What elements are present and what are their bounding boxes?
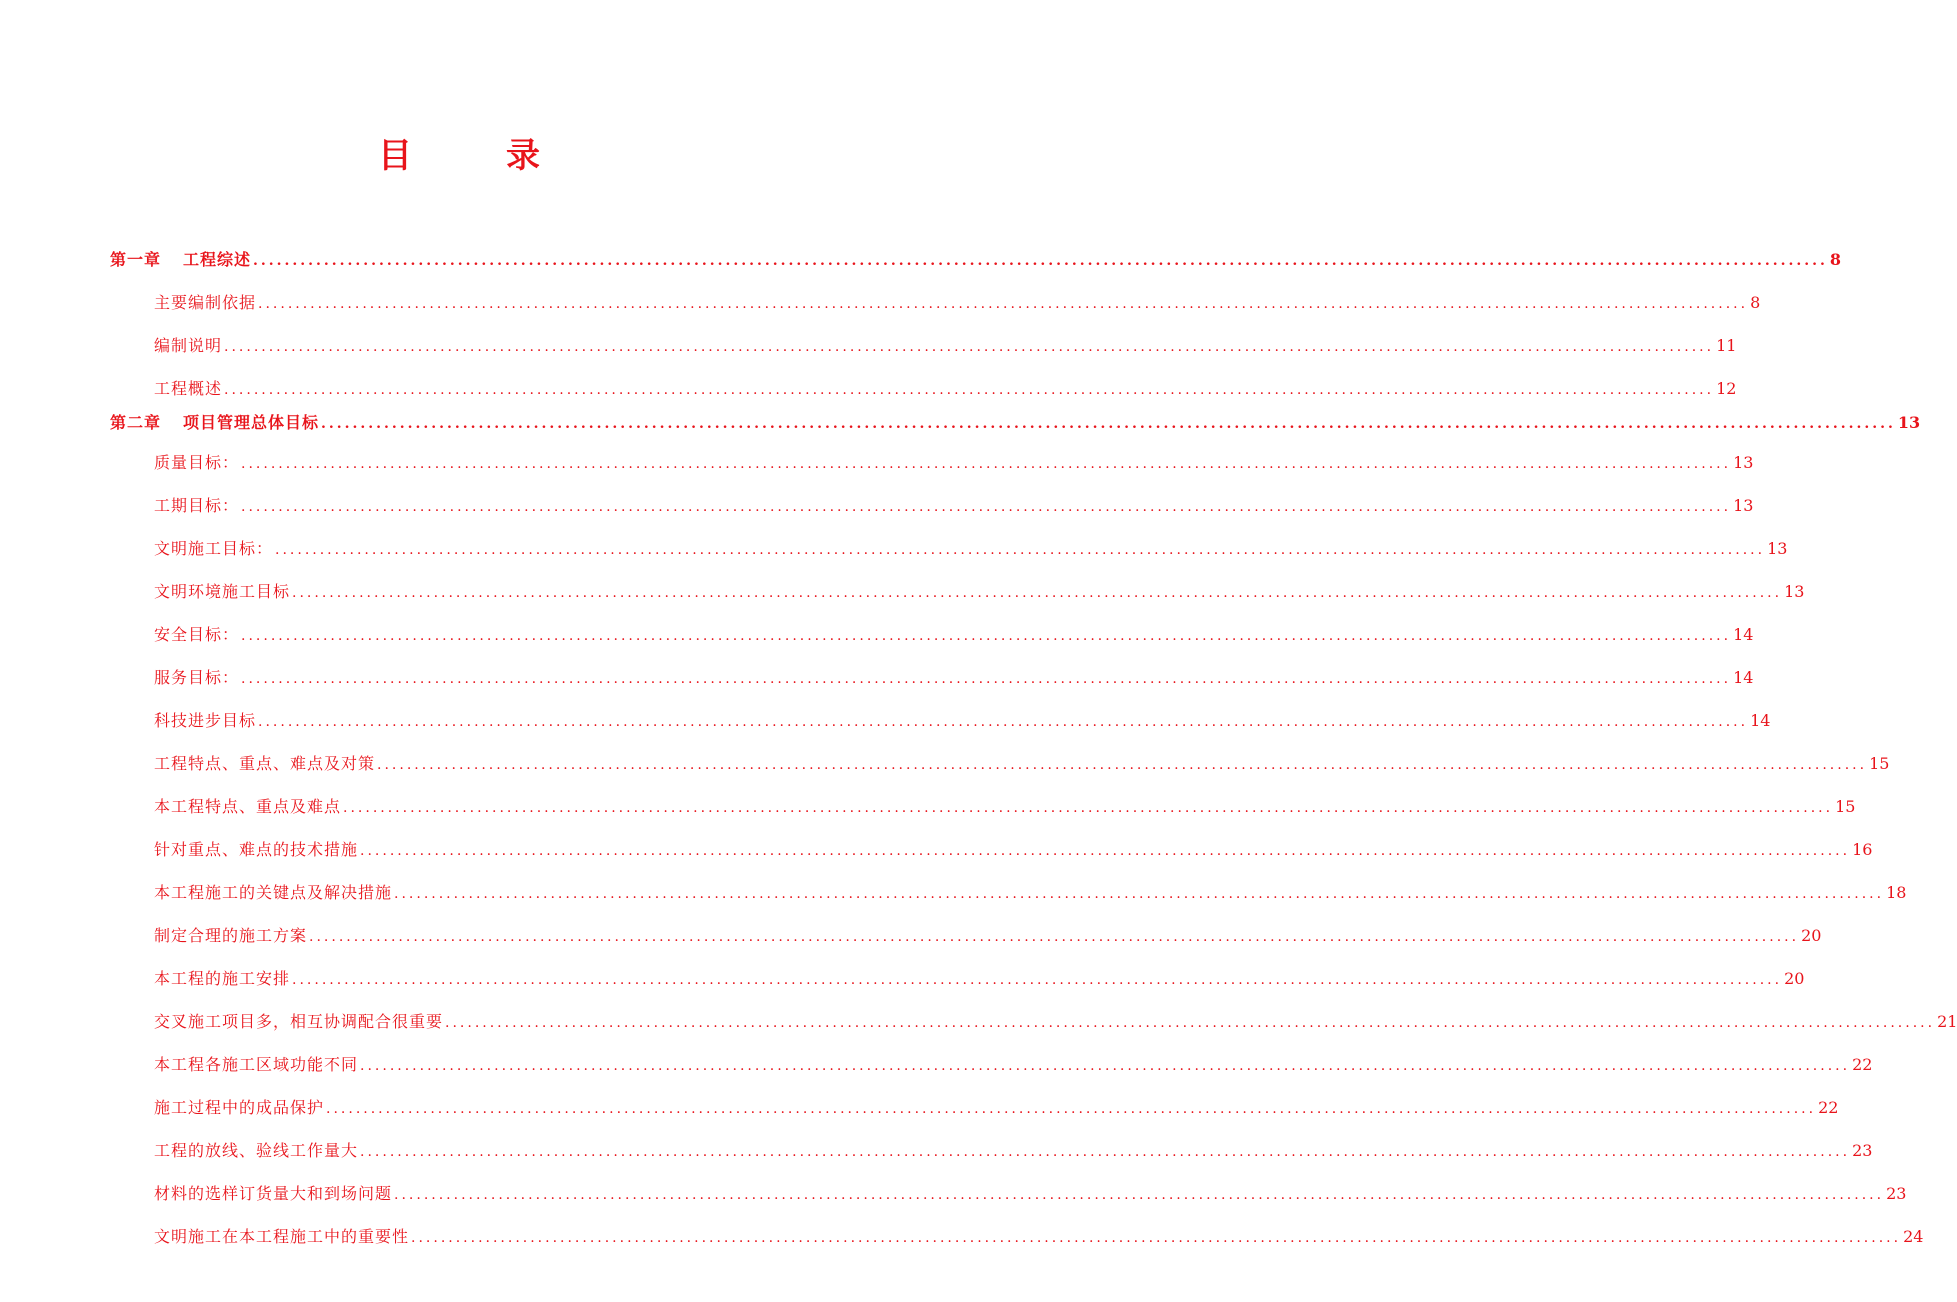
toc-entry-text: 工程综述 (183, 250, 252, 269)
toc-entry-text: 交叉施工项目多，相互协调配合很重要 (154, 1012, 444, 1031)
toc-entry-label (154, 622, 239, 645)
toc-dot-leader: ........................................................................................................................................................................................................ (258, 714, 1749, 730)
toc-entry-label (154, 333, 222, 356)
toc-page-number: 14 (1733, 668, 1754, 687)
toc-entry-text: 科技进步目标 (154, 711, 257, 730)
toc-dot-leader: ........................................................................................................................................................................................................ (241, 671, 1732, 687)
toc-entry-text: 编制说明 (154, 336, 223, 355)
toc-dot-leader: ........................................................................................................................................................................................................ (309, 929, 1800, 945)
toc-section-entry[interactable] (154, 665, 1754, 688)
toc-section-entry[interactable] (154, 1138, 1873, 1161)
toc-section-entry[interactable] (154, 1095, 1839, 1118)
toc-dot-leader: ........................................................................................................................................................................................................ (360, 1144, 1851, 1160)
toc-entry-text: 安全目标： (154, 625, 240, 644)
toc-dot-leader: ........................................................................................................................................................................................................ (360, 843, 1851, 859)
toc-entry-text: 施工过程中的成品保护 (154, 1098, 325, 1117)
toc-section-entry[interactable] (154, 376, 1737, 399)
toc-dot-leader: ........................................................................................................................................................................................................ (253, 253, 1828, 269)
toc-page-number: 13 (1733, 453, 1754, 472)
toc-dot-leader: ........................................................................................................................................................................................................ (360, 1058, 1851, 1074)
toc-page-number: 20 (1801, 926, 1822, 945)
toc-entry-label (154, 1095, 324, 1118)
toc-entry-label (154, 493, 239, 516)
toc-page-number: 15 (1869, 754, 1890, 773)
toc-page-number: 20 (1784, 969, 1805, 988)
toc-section-entry[interactable] (154, 966, 1805, 989)
toc-section-entry[interactable] (154, 450, 1754, 473)
toc-page-number: 8 (1829, 250, 1841, 269)
toc-entry-text: 工程的放线、验线工作量大 (154, 1141, 359, 1160)
toc-entry-label (110, 247, 251, 270)
toc-entry-text: 文明施工在本工程施工中的重要性 (154, 1227, 410, 1246)
toc-page-number: 12 (1716, 379, 1737, 398)
toc-entry-label (154, 837, 358, 860)
toc-dot-leader: ........................................................................................................................................................................................................ (241, 628, 1732, 644)
toc-page-number: 22 (1818, 1098, 1839, 1117)
toc-entry-text: 服务目标： (154, 668, 240, 687)
toc-entry-label (154, 536, 273, 559)
toc-entry-label (154, 708, 256, 731)
toc-chapter-number: 第二章 (110, 413, 162, 432)
toc-entry-label (154, 376, 222, 399)
toc-entry-label (154, 1224, 409, 1247)
toc-entry-label (154, 290, 256, 313)
toc-dot-leader: ........................................................................................................................................................................................................ (258, 296, 1749, 312)
toc-entry-label (154, 665, 239, 688)
toc-entry-text: 工程概述 (154, 379, 223, 398)
toc-page-number: 18 (1886, 883, 1907, 902)
toc-section-entry[interactable] (154, 493, 1754, 516)
toc-chapter-entry[interactable] (110, 247, 1841, 270)
toc-title-left-char: 目 (378, 136, 414, 176)
toc-dot-leader: ........................................................................................................................................................................................................ (326, 1101, 1817, 1117)
toc-section-entry[interactable] (154, 794, 1856, 817)
toc-dot-leader: ........................................................................................................................................................................................................ (411, 1230, 1902, 1246)
toc-chapter-entry[interactable] (110, 410, 1921, 433)
toc-page-number: 23 (1852, 1141, 1873, 1160)
toc-section-entry[interactable] (154, 333, 1737, 356)
toc-page-number: 23 (1886, 1184, 1907, 1203)
toc-page-number: 13 (1784, 582, 1805, 601)
toc-dot-leader: ........................................................................................................................................................................................................ (343, 800, 1834, 816)
toc-dot-leader: ........................................................................................................................................................................................................ (275, 542, 1766, 558)
toc-dot-leader: ........................................................................................................................................................................................................ (321, 416, 1896, 432)
toc-entry-label (154, 923, 307, 946)
toc-entry-text: 文明施工目标： (154, 539, 274, 558)
toc-page-number: 16 (1852, 840, 1873, 859)
toc-page-number: 15 (1835, 797, 1856, 816)
toc-section-entry[interactable] (154, 579, 1805, 602)
toc-section-entry[interactable] (154, 751, 1890, 774)
toc-dot-leader: ........................................................................................................................................................................................................ (224, 382, 1715, 398)
toc-entry-text: 工期目标： (154, 496, 240, 515)
toc-dot-leader: ........................................................................................................................................................................................................ (445, 1015, 1936, 1031)
toc-page-number: 14 (1733, 625, 1754, 644)
toc-dot-leader: ........................................................................................................................................................................................................ (241, 456, 1732, 472)
toc-page-number: 21 (1937, 1012, 1957, 1031)
toc-entry-label (154, 966, 290, 989)
toc-page-number: 8 (1750, 293, 1761, 312)
toc-entry-text: 针对重点、难点的技术措施 (154, 840, 359, 859)
toc-entry-label (154, 794, 341, 817)
toc-entry-text: 文明环境施工目标 (154, 582, 291, 601)
toc-section-entry[interactable] (154, 708, 1771, 731)
toc-section-entry[interactable] (154, 536, 1788, 559)
toc-section-entry[interactable] (154, 1009, 1957, 1032)
toc-page-number: 24 (1903, 1227, 1924, 1246)
toc-entry-text: 工程特点、重点、难点及对策 (154, 754, 376, 773)
toc-chapter-number: 第一章 (110, 250, 162, 269)
toc-page-number: 13 (1733, 496, 1754, 515)
toc-dot-leader: ........................................................................................................................................................................................................ (241, 499, 1732, 515)
toc-entry-label (154, 579, 290, 602)
toc-dot-leader: ........................................................................................................................................................................................................ (292, 972, 1783, 988)
toc-entry-label (110, 410, 319, 433)
toc-entry-text: 主要编制依据 (154, 293, 257, 312)
toc-section-entry[interactable] (154, 880, 1907, 903)
toc-page-number: 22 (1852, 1055, 1873, 1074)
toc-entry-text: 材料的选样订货量大和到场问题 (154, 1184, 393, 1203)
toc-entry-label (154, 1009, 443, 1032)
toc-entry-label (154, 751, 375, 774)
toc-title-right-char: 录 (506, 136, 542, 176)
toc-entry-label (154, 1052, 358, 1075)
toc-entry-text: 质量目标： (154, 453, 240, 472)
toc-section-entry[interactable] (154, 622, 1754, 645)
toc-section-entry[interactable] (154, 1224, 1924, 1247)
toc-entry-text: 项目管理总体目标 (183, 413, 320, 432)
toc-page-number: 13 (1897, 413, 1921, 432)
toc-entry-label (154, 1181, 392, 1204)
toc-entry-label (154, 450, 239, 473)
toc-page-number: 14 (1750, 711, 1771, 730)
toc-dot-leader: ........................................................................................................................................................................................................ (394, 1187, 1885, 1203)
toc-dot-leader: ........................................................................................................................................................................................................ (292, 585, 1783, 601)
toc-entry-text: 本工程施工的关键点及解决措施 (154, 883, 393, 902)
toc-dot-leader: ........................................................................................................................................................................................................ (377, 757, 1868, 773)
toc-entry-label (154, 1138, 358, 1161)
toc-entry-text: 本工程特点、重点及难点 (154, 797, 342, 816)
toc-section-entry[interactable] (154, 1052, 1873, 1075)
toc-entry-text: 本工程的施工安排 (154, 969, 291, 988)
toc-page-number: 11 (1716, 336, 1737, 355)
toc-dot-leader: ........................................................................................................................................................................................................ (224, 339, 1715, 355)
toc-section-entry[interactable] (154, 923, 1822, 946)
toc-section-entry[interactable] (154, 290, 1761, 313)
toc-section-entry[interactable] (154, 1181, 1907, 1204)
toc-section-entry[interactable] (154, 837, 1873, 860)
toc-entry-text: 制定合理的施工方案 (154, 926, 308, 945)
toc-page-number: 13 (1767, 539, 1788, 558)
toc-title (0, 128, 920, 177)
toc-entry-label (154, 880, 392, 903)
toc-dot-leader: ........................................................................................................................................................................................................ (394, 886, 1885, 902)
toc-entry-text: 本工程各施工区域功能不同 (154, 1055, 359, 1074)
